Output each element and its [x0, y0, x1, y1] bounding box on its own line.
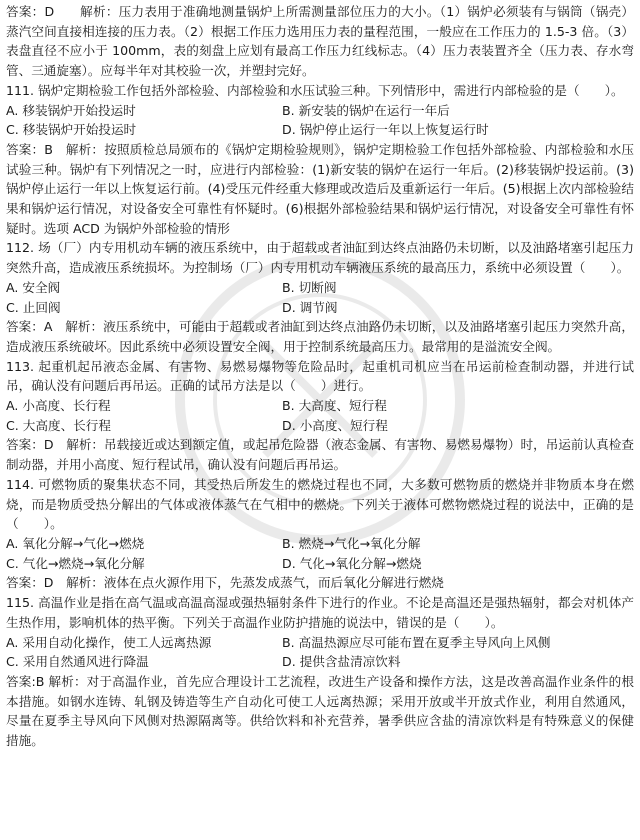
option-item: A. 移装锅炉开始投运时	[6, 102, 136, 118]
option-item: A. 小高度、长行程	[6, 398, 111, 414]
option-item: A. 氧化分解→气化→燃烧	[6, 535, 145, 551]
option-item: D. 小高度、短行程	[282, 417, 388, 433]
option-item: C. 止回阀	[6, 299, 61, 315]
option-grid	[6, 396, 634, 435]
question-paragraph: 答案：B 解析：按照质检总局颁布的《锅炉定期检验规则》，锅炉定期检验工作包括外部检验、内部检验和水压试验三种。锅炉有下列情况之一时，应进行内部检验：(1)新安装的锅炉在运行一年后。(2)移装锅炉投运前。(3)锅炉停止运行一年以上恢复运行前。(4)受压元件经重大修理或改造后及重新运行一年后。(5)根据上次内部检验结果和锅炉运行情况，对设备安全可靠性有怀疑时。(6)根据外部检验结果和锅炉运行情况，对设备安全可靠性有怀疑时。选项 ACD 为锅炉外部检验的情形	[6, 141, 634, 236]
question-paragraph: 111. 锅炉定期检验工作包括外部检验、内部检验和水压试验三种。下列情形中，需进行内部检验的是（ ）。	[6, 82, 624, 98]
option-grid	[6, 101, 634, 140]
option-item: D. 调节阀	[282, 299, 338, 315]
option-item: C. 采用自然通风进行降温	[6, 654, 149, 670]
answer-explanation: 114. 可燃物质的聚集状态不同，其受热后所发生的燃烧过程也不同，大多数可燃物质的燃烧并非物质本身在燃烧，而是物质受热分解出的气体或液体蒸气在气相中的燃烧。下列关于液体可燃物燃烧过程的说法中，正确的是（ ）。	[6, 476, 634, 532]
option-item: C. 气化→燃烧→氧化分解	[6, 555, 145, 571]
option-grid	[6, 278, 634, 317]
question-paragraph: 115. 高温作业是指在高气温或高温高湿或强热辐射条件下进行的作业。不论是高温还是强热辐射，都会对机体产生热作用，影响机体的热平衡。下列关于高温作业防护措施的说法中，错误的是（ ）。	[6, 595, 634, 630]
option-grid	[6, 633, 634, 672]
question-paragraph: 答案:B 解析：对于高温作业，首先应合理设计工艺流程，改进生产设备和操作方法，这是改善高温作业条件的根本措施。如钢水连铸、轧钢及铸造等生产自动化可使工人远离热源；采用开放或半开放式作业，利用自然通风，尽量在夏季主导风向下风侧对热源隔离等。供给饮料和补充营养，暑季供应含盐的清凉饮料是有特殊意义的保健措施。	[6, 673, 634, 749]
answer-explanation: 答案：A 解析：液压系统中，可能由于超载或者油缸到达终点油路仍未切断，以及油路堵塞引起压力突然升高，造成液压系统破坏。因此系统中必须设置安全阀，用于控制系统最高压力。最常用的是溢流安全阀。	[6, 319, 634, 354]
option-item: D. 提供含盐清凉饮料	[282, 654, 401, 670]
option-item: B. 燃烧→气化→氧化分解	[282, 535, 421, 551]
question-paragraph: 113. 起重机起吊液态金属、有害物、易燃易爆物等危险品时，起重机司机应当在吊运前检查制动器，并进行试吊，确认没有问题后再吊运。正确的试吊方法是以（ ）进行。	[6, 358, 634, 394]
answer-explanation: 112. 场（厂）内专用机动车辆的液压系统中，由于超载或者油缸到达终点油路仍未切断，以及油路堵塞引起压力突然升高，造成液压系统损坏。为控制场（厂）内专用机动车辆液压系统的最高压力，系统中必须设置（ ）。	[6, 240, 634, 276]
answer-explanation: 答案：D 解析：液体在点火源作用下，先蒸发成蒸气，而后氧化分解进行燃烧	[6, 575, 444, 591]
question-paragraph: 答案：D 解析：吊载接近或达到额定值，或起吊危险器（液态金属、有害物、易燃易爆物）时，吊运前认真检查制动器，并用小高度、短行程试吊，确认没有问题后再吊运。	[6, 437, 634, 473]
option-item: B. 高温热源应尽可能布置在夏季主导风向上风侧	[282, 634, 551, 650]
option-item: D. 气化→氧化分解→燃烧	[282, 555, 422, 571]
answer-explanation: 答案：D 解析：压力表用于准确地测量锅炉上所需测量部位压力的大小。（1）锅炉必须装有与锅筒（锅壳）蒸汽空间直接相连接的压力表。（2）根据工作压力选用压力表的量程范围，一般应在工作压力的 1.5-3 倍。（3）表盘直径不应小于 100mm，表的刻盘上应划有最高工作压力红线标志。（4）压力表装置齐全（压力表、存水弯管、三通旋塞）。应每半年对其校验一次，并塑封完好。	[6, 4, 634, 79]
option-item: C. 移装锅炉开始投运时	[6, 122, 137, 138]
option-item: B. 新安装的锅炉在运行一年后	[282, 102, 450, 118]
option-item: B. 大高度、短行程	[282, 398, 387, 414]
option-item: B. 切断阀	[282, 279, 337, 295]
option-item: A. 安全阀	[6, 279, 61, 295]
option-grid	[6, 534, 634, 573]
question-content	[6, 2, 634, 751]
option-item: D. 锅炉停止运行一年以上恢复运行时	[282, 122, 489, 138]
option-item: C. 大高度、长行程	[6, 417, 111, 433]
option-item: A. 采用自动化操作，使工人远离热源	[6, 634, 212, 650]
